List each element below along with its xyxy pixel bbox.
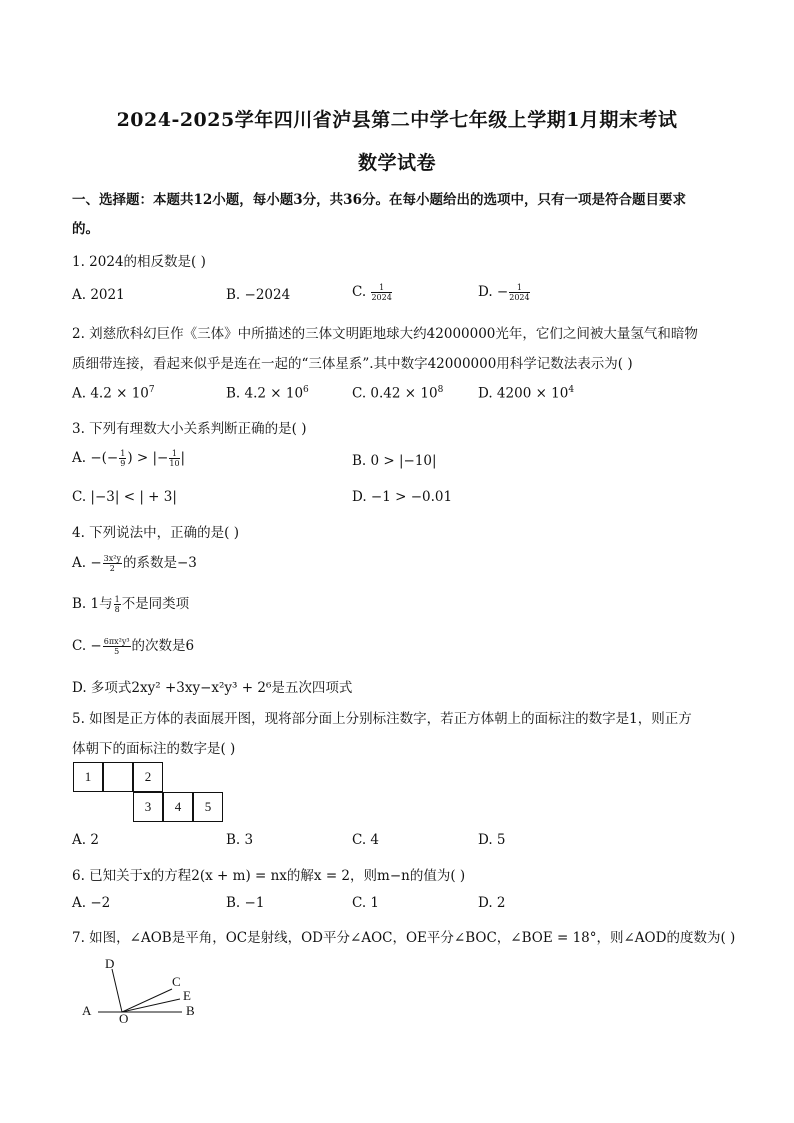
q3-stem: 3. 下列有理数大小关系判断正确的是( ): [72, 421, 307, 437]
q1-stem: 1. 2024的相反数是( ): [72, 254, 206, 270]
cube-net-cell: 1: [73, 762, 103, 792]
cube-net-cell: [103, 762, 133, 792]
q4-option-b: B. 1与 $\frac{1}{8}$ 不是同类项: [72, 595, 190, 614]
q3-option-a: A. −(− $\frac{1}{9}$ ) > |− $\frac{1}{10}$ |: [72, 449, 186, 468]
page-subtitle: 数学试卷: [357, 152, 436, 174]
q6-option-d: D. 2: [478, 895, 506, 911]
q2-stem-line2: 质细带连接，看起来似乎是连在一起的“三体星系”.其中数字42000000用科学记数法表示为( ): [72, 356, 633, 372]
cube-net-cell: 5: [193, 792, 223, 822]
point-label-e: E: [183, 988, 191, 1003]
q6-option-a: A. −2: [72, 895, 111, 911]
point-label-a: A: [82, 1003, 92, 1018]
q3-option-d: D. −1 > −0.01: [352, 489, 453, 505]
angle-diagram: [78, 955, 208, 1025]
section-header-line1: 一、选择题：本题共12小题，每小题3分，共36分。在每小题给出的选项中，只有一项是符合题目要求: [72, 192, 686, 208]
q5-option-c: C. 4: [352, 832, 380, 848]
point-label-b: B: [186, 1003, 195, 1018]
point-label-c: C: [172, 974, 181, 989]
cube-net-cell: 2: [133, 762, 163, 792]
section-header-line2: 的。: [72, 221, 99, 237]
q6-stem: 6. 已知关于x的方程2(x + m) = nx的解x = 2，则m−n的值为( ): [72, 868, 466, 884]
q4-option-a: A. − $\frac{\text{3x²y}}{2}$ 的系数是−3: [72, 554, 197, 573]
q5-option-d: D. 5: [478, 832, 506, 848]
q2-stem-line1: 2. 刘慈欣科幻巨作《三体》中所描述的三体文明距地球大约42000000光年，它们之间被大量氢气和暗物: [72, 326, 698, 342]
q1-option-a: A. 2021: [72, 287, 125, 303]
q4-stem: 4. 下列说法中，正确的是( ): [72, 525, 239, 541]
q5-stem-line2: 体朝下的面标注的数字是( ): [72, 741, 236, 757]
q3-option-b: B. 0 > |−10|: [352, 453, 437, 469]
q5-option-b: B. 3: [226, 832, 254, 848]
q1-option-c: C. $\frac{1}{2024}$: [352, 283, 392, 302]
q2-option-a: A. $4.2 \times 10^7$: [72, 385, 155, 402]
q7-stem: 7. 如图，∠AOB是平角，OC是射线，OD平分∠AOC，OE平分∠BOC，∠BOE = 18°，则∠AOD的度数为( ): [72, 930, 736, 946]
page-title: 2024-2025学年四川省泸县第二中学七年级上学期1月期末考试: [116, 109, 678, 131]
cube-net-cell: 4: [163, 792, 193, 822]
q6-option-b: B. −1: [226, 895, 265, 911]
q4-option-d: D. 多项式2xy² +3xy−x²y³ + 2⁶是五次四项式: [72, 680, 353, 696]
point-label-o: O: [119, 1011, 129, 1026]
q2-option-d: D. $4200 \times 10^4$: [478, 385, 575, 402]
cube-net-cell: 3: [133, 792, 163, 822]
q2-option-b: B. $4.2 \times 10^6$: [226, 385, 309, 402]
q2-option-c: C. $0.42 \times 10^8$: [352, 385, 444, 402]
q6-option-c: C. 1: [352, 895, 380, 911]
q1-option-d: D. − $\frac{1}{2024}$: [478, 283, 530, 302]
q3-option-c: C. |−3| < | + 3|: [72, 489, 177, 505]
q5-option-a: A. 2: [72, 832, 99, 848]
q4-option-c: C. − $\frac{\text{6πx²y³}}{5}$ 的次数是6: [72, 637, 195, 656]
q1-option-b: B. −2024: [226, 287, 291, 303]
q5-stem-line1: 5. 如图是正方体的表面展开图，现将部分面上分别标注数字，若正方体朝上的面标注的数字是1，则正方: [72, 711, 692, 727]
point-label-d: D: [105, 956, 115, 971]
